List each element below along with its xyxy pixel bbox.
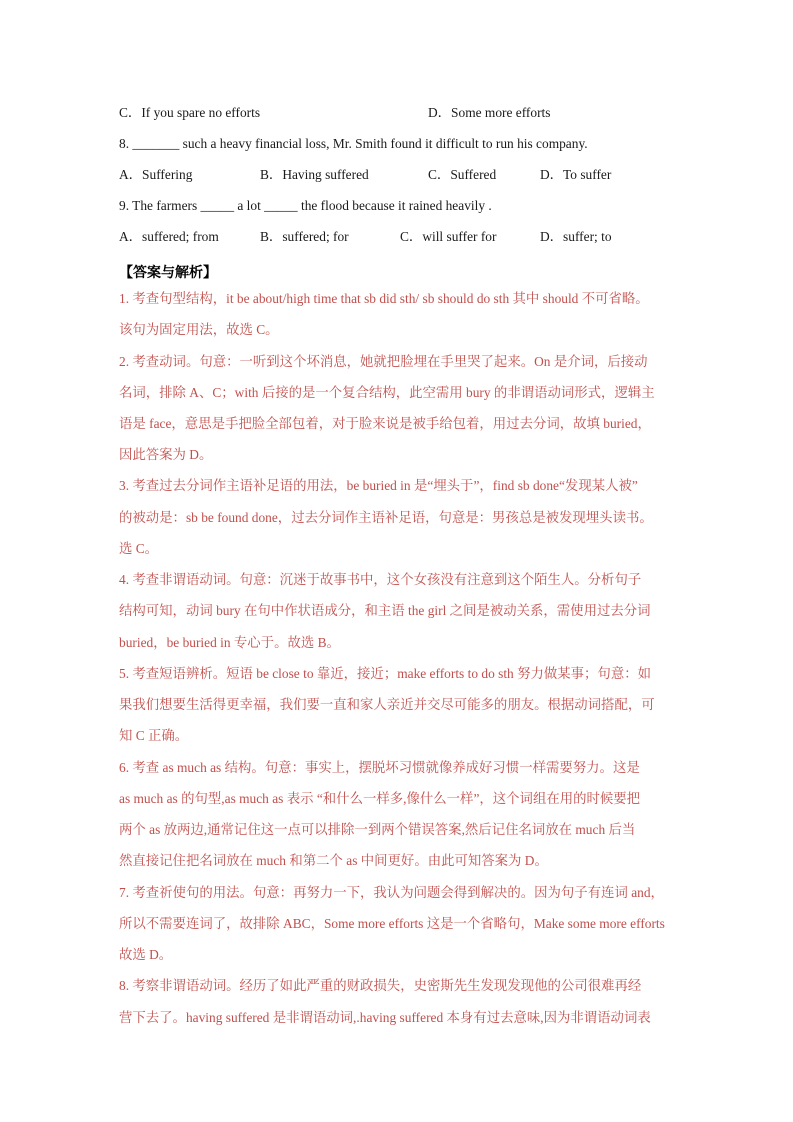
q9-option-c: C．will suffer for bbox=[400, 229, 497, 244]
answers-heading: 【答案与解析】 bbox=[119, 266, 217, 281]
answer-line: 故选 D。 bbox=[119, 947, 173, 962]
q8-stem: 8. _______ such a heavy financial loss, Mr. Smith found it difficult to run his company. bbox=[119, 136, 588, 151]
answer-line: 两个 as 放两边,通常记住这一点可以排除一到两个错误答案,然后记住名词放在 much 后当 bbox=[119, 822, 636, 837]
answer-line: 所以不需要连词了，故排除 ABC，Some more efforts 这是一个省略句，Make some more efforts bbox=[119, 916, 665, 931]
q7-option-c: C．If you spare no efforts bbox=[119, 105, 261, 120]
answer-line: 然直接记住把名词放在 much 和第二个 as 中间更好。由此可知答案为 D。 bbox=[119, 853, 548, 868]
q9-stem: 9. The farmers _____ a lot _____ the flood because it rained heavily . bbox=[119, 198, 492, 213]
q7-option-d: D．Some more efforts bbox=[428, 105, 551, 120]
answer-line: as much as 的句型,as much as 表示 “和什么一样多,像什么一样”，这个词组在用的时候要把 bbox=[119, 791, 641, 806]
answer-line: 选 C。 bbox=[119, 541, 159, 556]
answer-line: buried，be buried in 专心于。故选 B。 bbox=[119, 635, 340, 650]
q9-option-b: B．suffered; for bbox=[260, 229, 349, 244]
answer-line: 的被动是：sb be found done，过去分词作主语补足语，句意是：男孩总是被发现埋头读书。 bbox=[119, 510, 653, 525]
q8-option-a: A．Suffering bbox=[119, 167, 193, 182]
answer-line: 该句为固定用法，故选 C。 bbox=[119, 322, 279, 337]
answer-line: 7. 考查祈使句的用法。句意：再努力一下，我认为问题会得到解决的。因为句子有连词 and， bbox=[119, 885, 664, 900]
answer-line: 1. 考查句型结构，it be about/high time that sb did sth/ sb should do sth 其中 should 不可省略。 bbox=[119, 291, 649, 306]
q9-option-a: A．suffered; from bbox=[119, 229, 219, 244]
answer-line: 果我们想要生活得更幸福，我们要一直和家人亲近并交尽可能多的朋友。根据动词搭配，可 bbox=[119, 697, 655, 712]
answer-line: 2. 考查动词。句意：一听到这个坏消息，她就把脸埋在手里哭了起来。On 是介词，后接动 bbox=[119, 354, 648, 369]
answer-line: 5. 考查短语辨析。短语 be close to 靠近，接近；make efforts to do sth 努力做某事；句意：如 bbox=[119, 666, 651, 681]
q9-option-d: D．suffer; to bbox=[540, 229, 612, 244]
answer-line: 6. 考查 as much as 结构。句意：事实上，摆脱坏习惯就像养成好习惯一样需要努力。这是 bbox=[119, 760, 640, 775]
answer-line: 因此答案为 D。 bbox=[119, 447, 213, 462]
answer-line: 4. 考查非谓语动词。句意：沉迷于故事书中，这个女孩没有注意到这个陌生人。分析句子 bbox=[119, 572, 642, 587]
answer-line: 营下去了。having suffered 是非谓语动词,.having suffered 本身有过去意味,因为非谓语动词表 bbox=[119, 1010, 651, 1025]
q8-option-d: D．To suffer bbox=[540, 167, 612, 182]
answer-line: 8. 考察非谓语动词。经历了如此严重的财政损失，史密斯先生发现发现他的公司很难再经 bbox=[119, 978, 642, 993]
answer-line: 结构可知，动词 bury 在句中作状语成分，和主语 the girl 之间是被动关系，需使用过去分词 bbox=[119, 603, 651, 618]
answer-line: 3. 考查过去分词作主语补足语的用法，be buried in 是“埋头于”，find sb done“发现某人被” bbox=[119, 478, 638, 493]
answer-line: 语是 face，意思是手把脸全部包着，对于脸来说是被手给包着，用过去分词，故填 buried， bbox=[119, 416, 651, 431]
answer-line: 知 C 正确。 bbox=[119, 728, 189, 743]
q8-option-c: C．Suffered bbox=[428, 167, 497, 182]
answer-line: 名词，排除 A、C；with 后接的是一个复合结构，此空需用 bury 的非谓语动词形式，逻辑主 bbox=[119, 385, 655, 400]
q8-option-b: B．Having suffered bbox=[260, 167, 369, 182]
